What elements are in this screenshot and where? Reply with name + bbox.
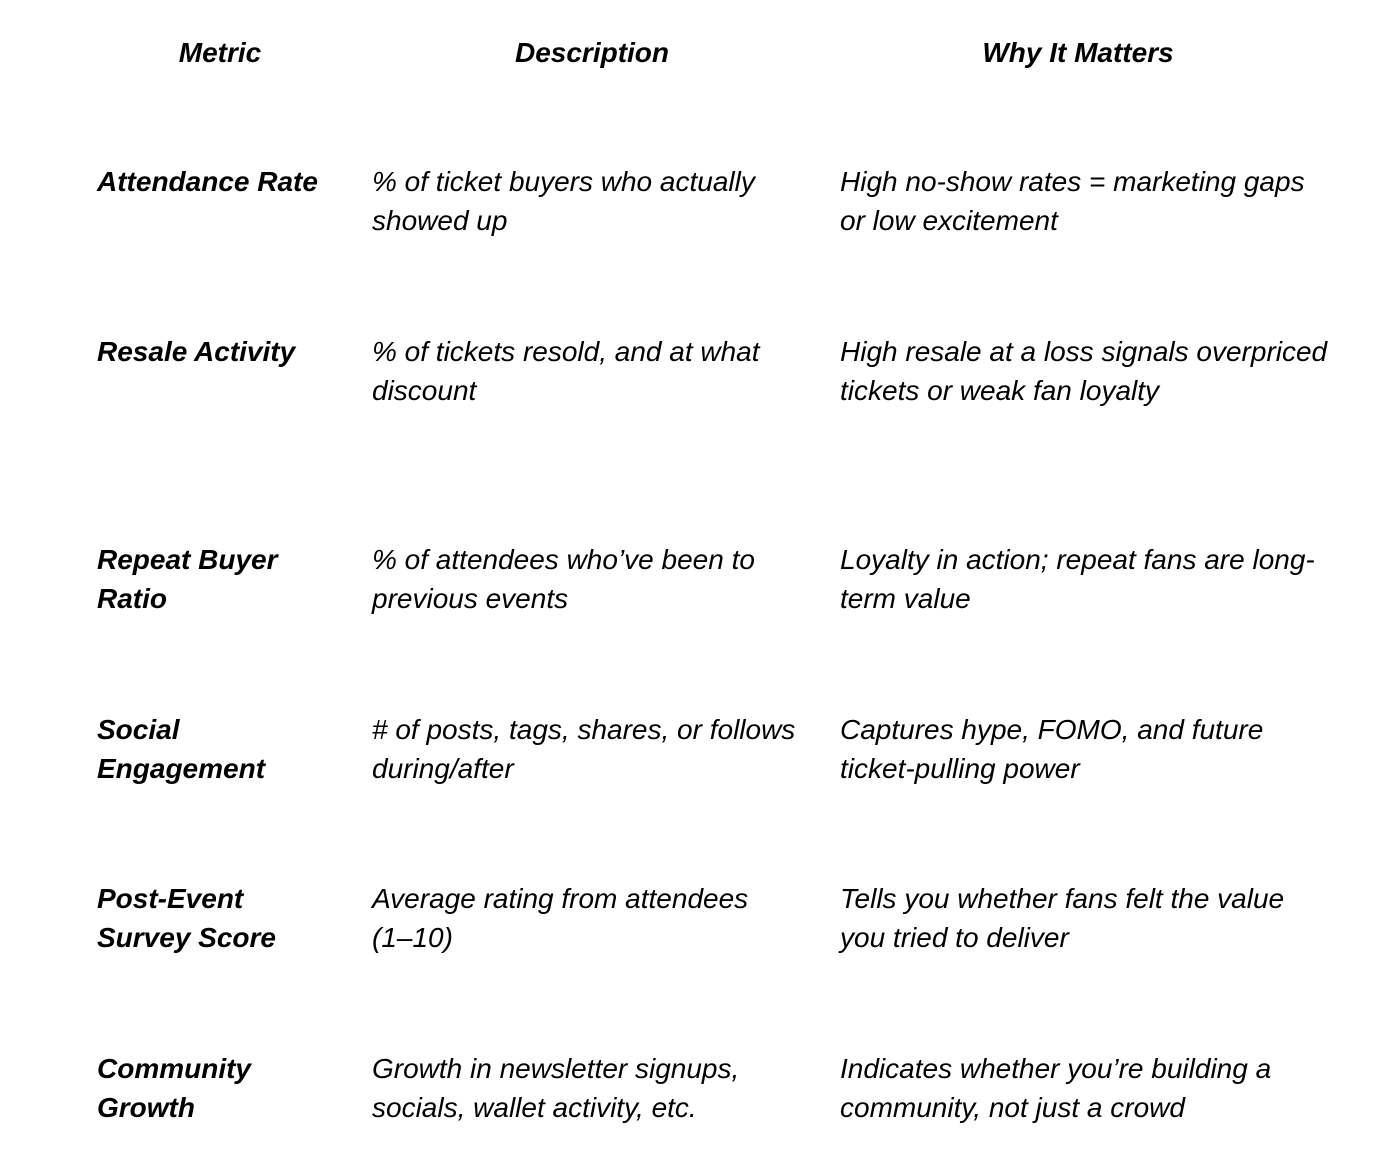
why-it-matters-cell: Indicates whether you’re building a community, not just a crowd <box>840 1053 1272 1123</box>
description-cell: # of posts, tags, shares, or follows during/after <box>372 714 796 784</box>
metric-cell: Attendance Rate <box>97 166 318 197</box>
table-row <box>0 333 1382 443</box>
why-it-matters-cell: High resale at a loss signals overpriced tickets or weak fan loyalty <box>840 336 1328 406</box>
table-row <box>0 880 1382 990</box>
metric-cell: Post-Event Survey Score <box>97 883 276 953</box>
why-it-matters-cell: Loyalty in action; repeat fans are long-term value <box>840 544 1315 614</box>
description-cell: Average rating from attendees (1–10) <box>372 883 749 953</box>
metric-cell: Social Engagement <box>97 714 266 784</box>
table-row <box>0 1050 1382 1160</box>
table-row <box>0 711 1382 821</box>
why-it-matters-cell: Captures hype, FOMO, and future ticket-pulling power <box>840 714 1264 784</box>
metric-cell: Community Growth <box>97 1053 251 1123</box>
description-cell: Growth in newsletter signups, socials, wallet activity, etc. <box>372 1053 740 1123</box>
why-it-matters-cell: Tells you whether fans felt the value you tried to deliver <box>840 883 1285 953</box>
description-cell: % of attendees who’ve been to previous events <box>372 544 755 614</box>
column-header-metric: Metric <box>178 37 262 68</box>
metric-cell: Resale Activity <box>97 336 296 367</box>
table-row <box>0 541 1382 651</box>
description-cell: % of tickets resold, and at what discount <box>372 336 760 406</box>
metric-cell: Repeat Buyer Ratio <box>97 544 278 614</box>
why-it-matters-cell: High no-show rates = marketing gaps or low excitement <box>840 166 1305 236</box>
column-header-description: Description <box>514 37 670 68</box>
column-header-why-it-matters: Why It Matters <box>982 37 1174 68</box>
description-cell: % of ticket buyers who actually showed up <box>372 166 755 236</box>
table-row <box>0 163 1382 273</box>
